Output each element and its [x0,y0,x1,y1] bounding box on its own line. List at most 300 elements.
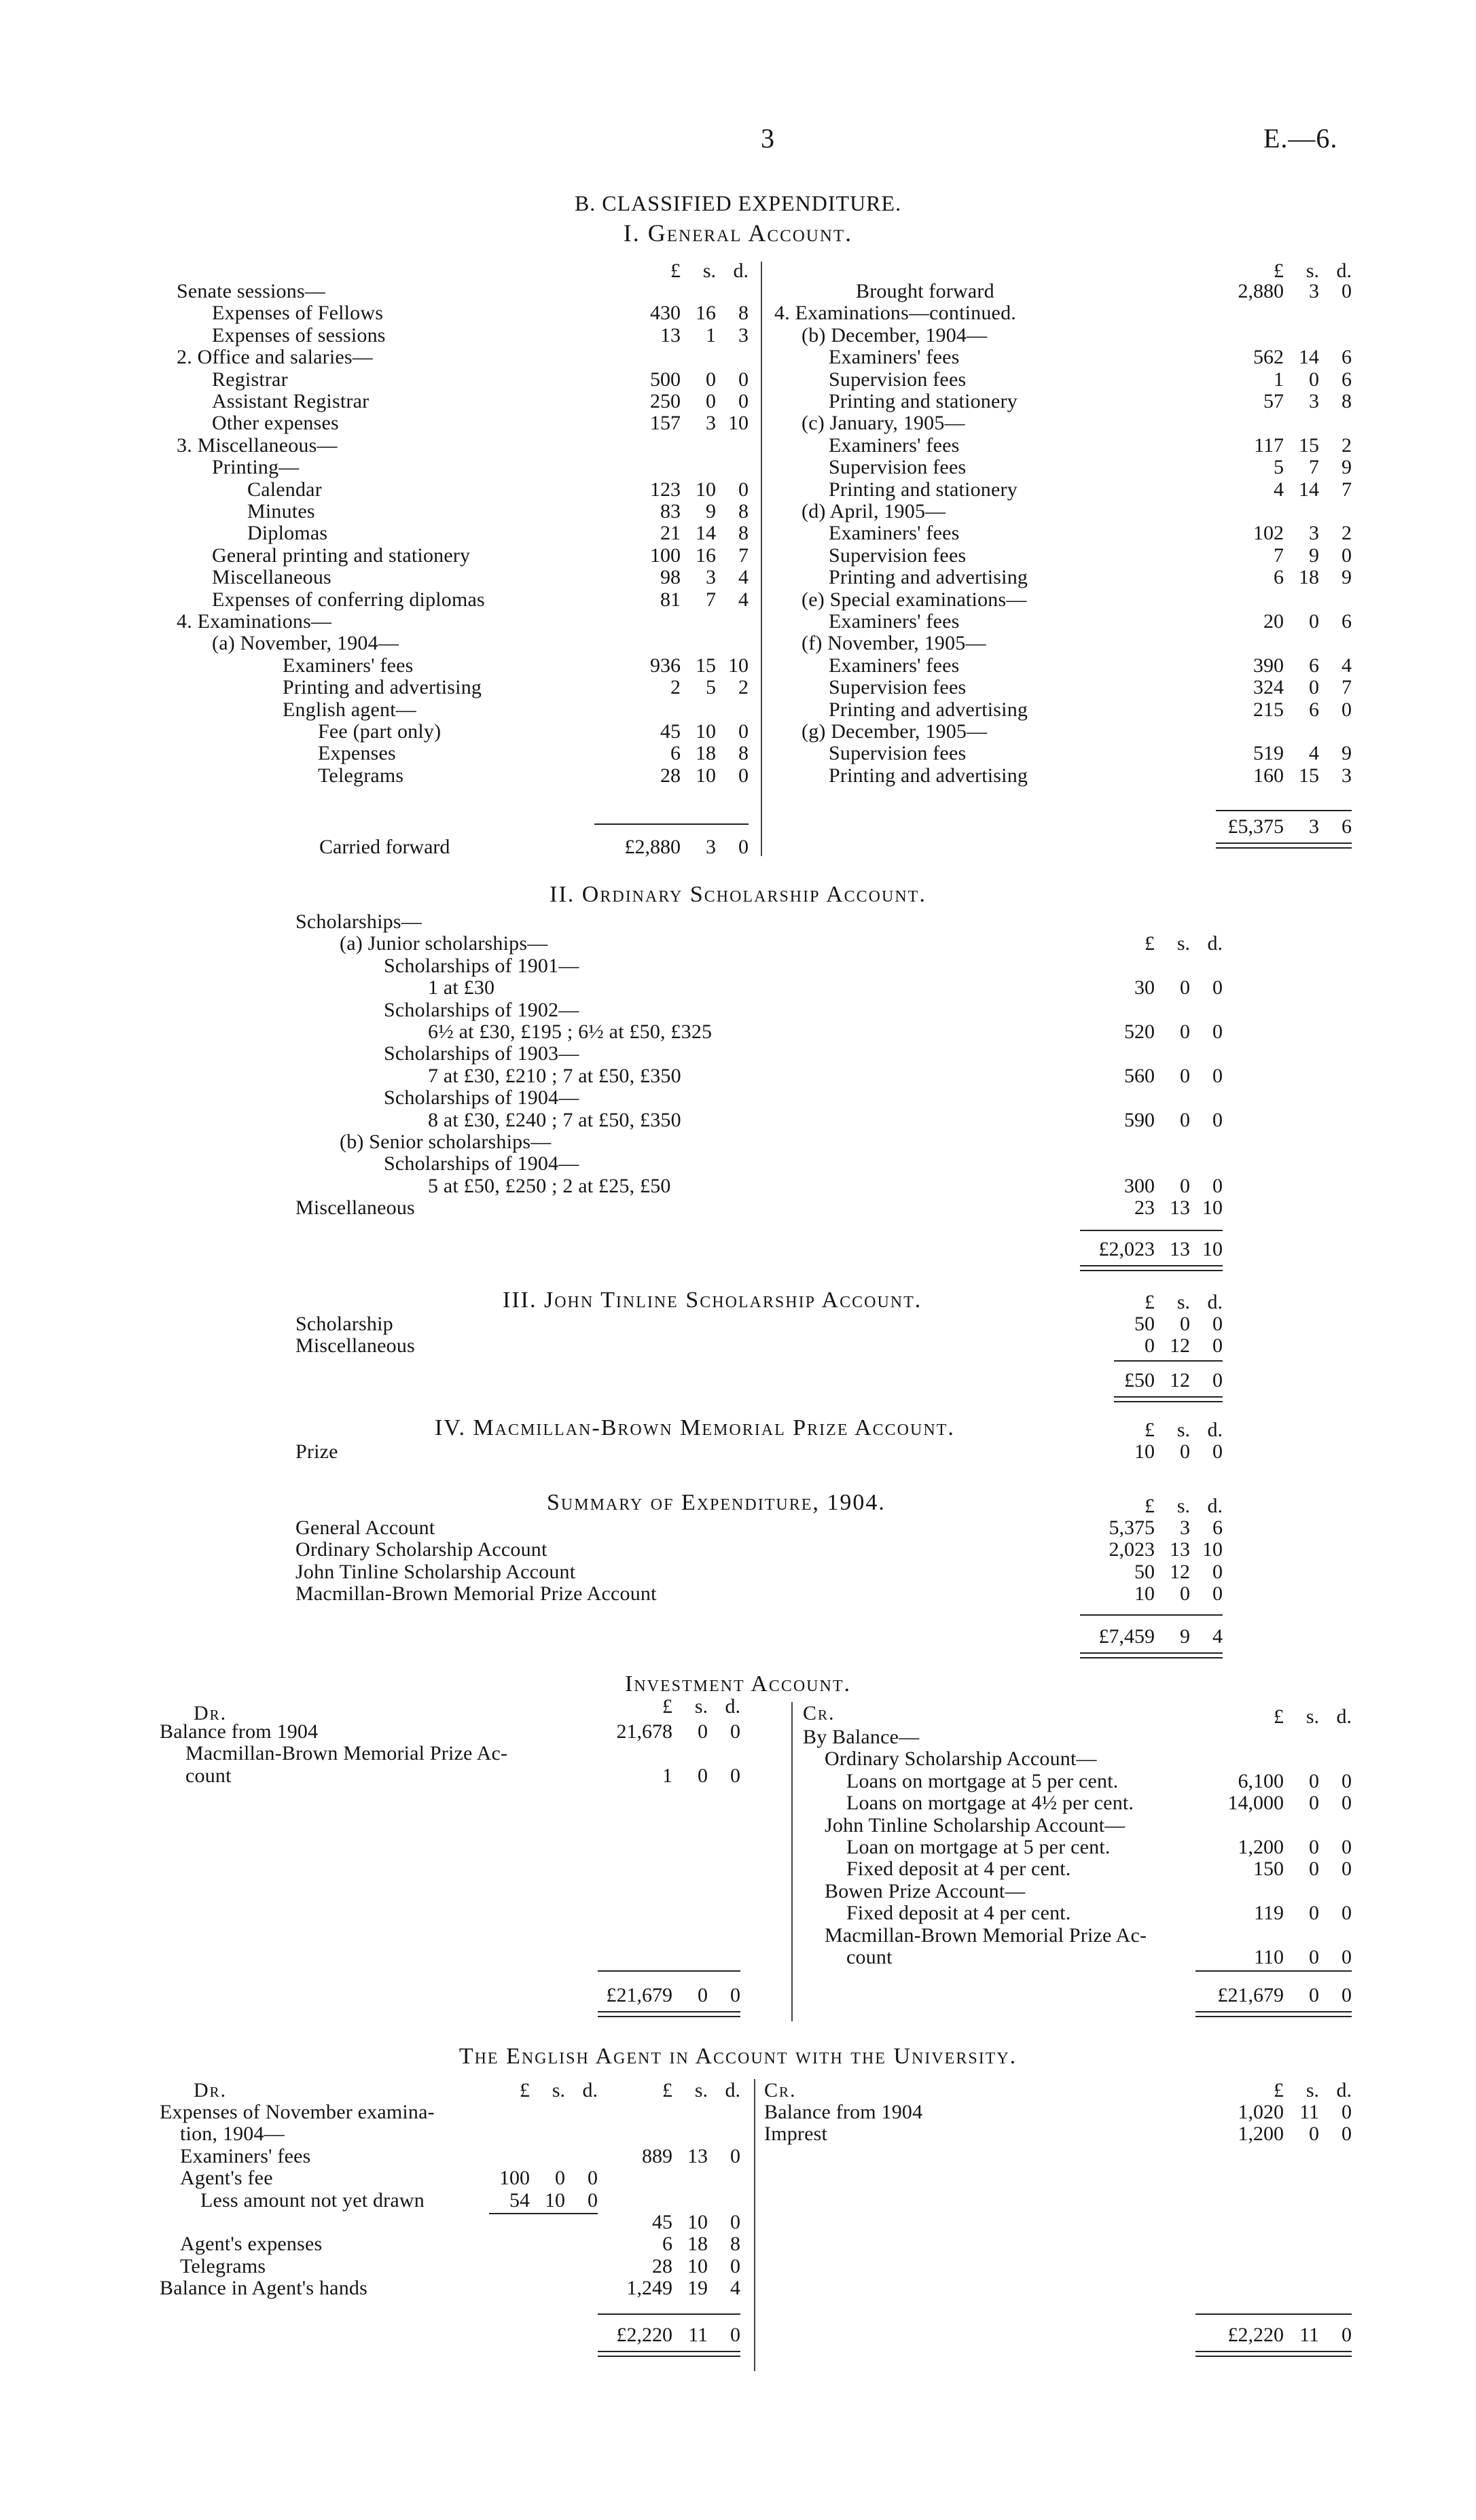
pounds: 7 [1274,544,1284,567]
double-rule [1195,2011,1352,2017]
pounds: 324 [1253,676,1284,699]
row-label: 4. Examinations— [177,610,332,633]
shillings: 13 [1170,1538,1190,1561]
pence: 0 [1212,1021,1223,1043]
row-label: Supervision fees [829,742,967,765]
shillings: 14 [1299,346,1319,369]
shillings: 3 [1309,815,1319,838]
pounds: £ [1145,1419,1155,1441]
row-amount [1168,1836,1352,1859]
pounds: £2,220 [1227,2324,1284,2346]
row-amount [1168,610,1352,633]
row-label: Assistant Registrar [212,390,370,412]
shillings: 0 [698,1764,708,1787]
shillings: s. [1176,1291,1190,1313]
row-amount [1039,1538,1223,1561]
row-label: Printing and advertising [829,764,1028,787]
pounds: 28 [660,764,681,787]
shillings: 16 [696,544,716,567]
pence: 0 [730,2144,740,2167]
ordinary-account-title: II. Ordinary Scholarship Account. [550,882,926,907]
row-amount [1039,976,1223,999]
column-header [1039,1419,1223,1442]
pence: 0 [1342,2123,1352,2146]
pence: 0 [738,368,749,391]
pounds: £ [1145,932,1155,955]
double-rule [1216,842,1352,849]
pounds: 390 [1253,654,1284,677]
pence: 0 [588,2167,598,2190]
row-amount [565,654,749,677]
pounds: 430 [650,302,681,325]
pounds: £ [1145,1291,1155,1313]
pence: d. [725,2079,740,2101]
page-number: 3 [761,123,775,154]
pounds: 10 [1134,1440,1155,1463]
row-amount [1168,390,1352,413]
row-amount [565,412,749,435]
pounds: £7,459 [1098,1625,1155,1648]
shillings: s. [1306,260,1319,282]
pence: 0 [1212,1560,1223,1583]
pounds: 1,249 [626,2277,672,2300]
row-label: Fee (part only) [318,720,442,743]
shillings: 3 [1309,522,1319,545]
pence: d. [1207,1495,1223,1517]
row-label: Examiners' fees [829,610,960,633]
pence: 10 [1202,1196,1223,1220]
shillings: 12 [1170,1369,1190,1391]
row-label: Loan on mortgage at 5 per cent. [846,1836,1111,1858]
pence: 0 [1212,1334,1223,1357]
shillings: 0 [1309,1836,1319,1858]
shillings: 6 [1309,698,1319,721]
row-label: Less amount not yet drawn [200,2188,425,2212]
row-amount [565,544,749,567]
pence: 0 [1342,2101,1352,2123]
row-label: Scholarships of 1904— [384,1086,579,1110]
row-label: Macmillan-Brown Memorial Prize Account [295,1582,657,1605]
pounds: 117 [1254,433,1284,457]
row-label: Miscellaneous [212,566,331,589]
shillings: 13 [687,2144,708,2167]
row-label: Miscellaneous [295,1334,415,1357]
shillings: 0 [698,1720,708,1743]
pounds: 98 [660,566,681,589]
shillings: 7 [1309,456,1319,479]
carried-forward-label: Carried forward [319,836,450,858]
pence: 6 [1342,346,1352,369]
pounds: 2,023 [1109,1538,1155,1561]
shillings: 0 [1309,1902,1319,1925]
row-label: Supervision fees [829,368,967,391]
shillings: s. [1176,932,1190,955]
row-amount [1039,1175,1223,1198]
pence: 0 [730,1720,740,1743]
pence: 0 [1342,1984,1352,2006]
row-amount [1039,1313,1223,1336]
agent-account-title: The English Agent in Account with the University. [458,2044,1018,2069]
row-amount [565,720,749,743]
row-label: Fixed deposit at 4 per cent. [846,1902,1071,1925]
row-label: Examiners' fees [283,654,414,677]
summary-title: Summary of Expenditure, 1904. [547,1490,886,1515]
pounds: £ [662,2079,672,2101]
pence: d. [1336,1705,1352,1728]
shillings: 13 [1170,1196,1190,1220]
row-label: Printing and stationery [829,478,1018,501]
row-amount [565,368,749,391]
pence: 2 [738,676,749,699]
pence: 9 [1342,742,1352,765]
row-amount [565,588,749,611]
shillings: 3 [1309,280,1319,302]
inner-amount [414,2167,598,2190]
row-amount [565,522,749,545]
pounds: 5,375 [1109,1516,1155,1539]
pounds: 83 [660,500,681,522]
outer-amount [557,2255,740,2278]
row-label: Supervision fees [829,676,967,699]
shillings: 3 [1309,390,1319,412]
column-header [1168,260,1352,283]
pence: 0 [1212,976,1223,999]
total-rule [1216,810,1352,811]
shillings: 0 [1180,1582,1190,1605]
shillings: 19 [687,2277,708,2300]
shillings: 0 [1309,610,1319,633]
shillings: 7 [706,588,716,611]
pounds: 6 [662,2233,672,2256]
pence: 10 [1202,1238,1223,1260]
column-header [1039,1495,1223,1518]
pounds: £2,220 [616,2324,672,2346]
carried-forward-amount [565,836,749,859]
row-label: Ordinary Scholarship Account [295,1538,547,1561]
column-header [1168,1705,1352,1728]
double-rule [598,2351,740,2357]
pence: 0 [738,764,749,787]
pence: 0 [730,1984,740,2006]
pounds: 102 [1253,522,1284,545]
row-label: (e) Special examinations— [802,588,1027,611]
row-label: Bowen Prize Account— [825,1879,1026,1902]
total-rule [594,823,749,825]
column-divider [761,262,762,856]
pence: 6 [1342,815,1352,838]
investment-account-title: Investment Account. [625,1671,851,1697]
shillings: s. [552,2079,565,2101]
pence: 0 [1342,1769,1352,1792]
shillings: 11 [1299,2101,1319,2123]
row-amount [565,742,749,765]
row-amount [1168,698,1352,722]
row-label: Expenses [318,742,396,765]
row-label: Other expenses [212,412,339,435]
pounds: 57 [1263,390,1284,412]
pence: 4 [1342,654,1352,677]
row-label: John Tinline Scholarship Account— [825,1813,1126,1836]
row-label: Balance from 1904 [160,1720,319,1743]
debit-label: Dr. [194,2079,228,2101]
section-heading: B. CLASSIFIED EXPENDITURE. [574,191,902,215]
row-label: Expenses of conferring diplomas [212,588,485,611]
shillings: 10 [696,764,716,787]
row-label: 5 at £50, £250 ; 2 at £25, £50 [428,1174,671,1197]
pounds: 14,000 [1227,1792,1284,1815]
shillings: 3 [1180,1516,1190,1539]
row-label: English agent— [283,698,416,721]
row-label: Fixed deposit at 4 per cent. [846,1858,1071,1881]
shillings: 3 [706,412,716,435]
pence: 8 [738,522,749,545]
pence: 4 [1212,1625,1223,1648]
row-amount [1168,434,1352,457]
column-header-outer [557,2079,740,2102]
shillings: 12 [1170,1560,1190,1583]
shillings: 3 [706,566,716,589]
pounds: 45 [652,2211,672,2233]
pounds: £ [670,260,681,282]
row-amount [1168,566,1352,589]
shillings: s. [694,1695,708,1718]
shillings: 0 [1180,1174,1190,1197]
pounds: £2,023 [1098,1238,1155,1260]
shillings: 0 [1309,368,1319,391]
shillings: 0 [706,390,716,412]
row-amount [1168,478,1352,501]
shillings: 0 [1309,1946,1319,1968]
shillings: 0 [1180,1313,1190,1335]
pounds: £50 [1124,1369,1155,1391]
shillings: 9 [1309,544,1319,567]
pounds: £ [662,1695,672,1718]
pence: 0 [730,2211,740,2233]
pounds: 1,020 [1238,2101,1284,2123]
total-rule [1114,1360,1223,1362]
total-rule [1195,1970,1352,1972]
shillings: 15 [696,654,716,677]
shillings: 10 [687,2254,708,2277]
row-amount [1168,1770,1352,1793]
pounds: 6 [670,742,681,765]
pence: 0 [1212,1369,1223,1391]
shillings: 0 [1309,676,1319,699]
pounds: 0 [1145,1334,1155,1357]
row-label: Examiners' fees [180,2144,311,2167]
row-amount [1168,676,1352,699]
pounds: 560 [1124,1064,1155,1087]
row-amount [1039,1109,1223,1132]
row-label: Printing and advertising [829,698,1028,721]
pounds: £ [520,2079,530,2101]
pence: 0 [1342,280,1352,302]
row-label: Expenses of November examina- [160,2101,435,2123]
pence: 0 [1342,1792,1352,1815]
total-rule [598,1970,740,1972]
pence: 0 [1342,1902,1352,1925]
shillings: 12 [1170,1334,1190,1357]
pounds: 520 [1124,1021,1155,1043]
pence: 0 [738,390,749,412]
pence: 3 [1342,764,1352,787]
pence: 0 [1342,1836,1352,1858]
pounds: 6,100 [1238,1769,1284,1792]
pounds: 1,200 [1238,1836,1284,1858]
row-amount [1039,1021,1223,1044]
shillings: 18 [1299,566,1319,589]
double-rule [598,2011,740,2017]
row-label: Telegrams [318,764,404,787]
shillings: 1 [706,323,716,347]
shillings: 11 [688,2324,708,2346]
row-label: Printing and advertising [829,566,1028,589]
row-label: Scholarships of 1901— [384,954,579,977]
row-label: Minutes [247,500,315,522]
pounds: 590 [1124,1108,1155,1131]
debit-label: Dr. [194,1702,228,1724]
pence: 0 [1212,1108,1223,1131]
shillings: 0 [1309,1984,1319,2006]
row-amount [1168,456,1352,479]
row-label: Scholarships of 1904— [384,1152,579,1175]
pence: 0 [1212,1313,1223,1335]
row-label: (b) Senior scholarships— [340,1131,552,1153]
pence: 3 [738,323,749,347]
row-label: (f) November, 1905— [802,632,986,655]
pence: 8 [738,742,749,765]
pence: 0 [1212,1440,1223,1463]
shillings: 0 [1309,1858,1319,1881]
pounds: 2,880 [1238,280,1284,302]
pence: d. [733,260,749,282]
pence: 7 [738,544,749,567]
column-header [557,1695,740,1718]
shillings: 10 [687,2211,708,2233]
row-amount [1168,280,1352,303]
pence: 7 [1342,676,1352,699]
row-label: Supervision fees [829,456,967,479]
shillings: s. [1176,1419,1190,1441]
shillings: 15 [1299,433,1319,457]
pence: 6 [1342,610,1352,633]
row-label: Scholarships of 1902— [384,998,579,1021]
agent-debit-total [557,2324,740,2347]
shillings: 14 [696,522,716,545]
row-label: Miscellaneous [295,1196,415,1220]
shillings: 10 [696,478,716,501]
total-rule [1080,1614,1223,1616]
pounds: 50 [1134,1560,1155,1583]
pounds: £5,375 [1227,815,1284,838]
shillings: 5 [706,676,716,699]
shillings: 3 [706,836,716,858]
double-rule [1195,2351,1352,2357]
credit-label: Cr. [803,1702,835,1724]
shillings: 18 [687,2233,708,2256]
pence: 9 [1342,456,1352,479]
total-rule [1080,1230,1223,1231]
investment-credit-total [1168,1984,1352,2007]
pence: 0 [738,836,749,858]
row-label: Examiners' fees [829,522,960,545]
summary-total [1039,1625,1223,1648]
shillings: s. [1176,1495,1190,1517]
row-amount [1168,742,1352,765]
pounds: 215 [1253,698,1284,721]
pounds: £2,880 [624,836,681,858]
general-account-title: I. General Account. [623,219,853,247]
row-amount [1039,1065,1223,1088]
pounds: 20 [1263,610,1284,633]
row-label: Senate sessions— [177,280,326,302]
pounds: 300 [1124,1174,1155,1197]
pounds: 1 [1274,368,1284,391]
row-label: 6½ at £30, £195 ; 6½ at £50, £325 [428,1021,713,1043]
row-label: Balance in Agent's hands [160,2277,367,2300]
pence: 8 [730,2233,740,2256]
shillings: 0 [555,2167,565,2190]
row-amount [565,764,749,787]
row-label: Macmillan-Brown Memorial Prize Ac- [825,1923,1147,1947]
shillings: s. [1306,1705,1319,1728]
pounds: 2 [670,676,681,699]
pence: 0 [1342,544,1352,567]
row-amount [1168,1792,1352,1815]
row-label: tion, 1904— [180,2123,285,2146]
pounds: 81 [660,588,681,611]
row-label: 8 at £30, £240 ; 7 at £50, £350 [428,1108,681,1131]
row-label: Printing— [212,456,300,479]
pence: 6 [1342,368,1352,391]
shillings: 9 [706,500,716,522]
row-amount [1168,2101,1352,2124]
row-amount [565,324,749,347]
pounds: 889 [642,2144,672,2167]
pence: 0 [738,720,749,743]
inner-amount [414,2189,598,2212]
shillings: s. [1306,2079,1319,2101]
shillings: 16 [696,302,716,325]
pence: 8 [738,302,749,325]
row-label: Expenses of Fellows [212,302,384,325]
row-amount [565,302,749,325]
pence: 0 [730,2254,740,2277]
double-rule [1114,1396,1223,1402]
pounds: £ [1274,260,1284,282]
row-label: (a) Junior scholarships— [340,932,548,955]
pounds: 123 [650,478,681,501]
pence: 10 [728,412,749,435]
row-label: Imprest [764,2123,828,2146]
row-label: Registrar [212,368,288,391]
column-header [1039,1291,1223,1314]
pounds: 21,678 [616,1720,672,1743]
ordinary-total [1039,1238,1223,1261]
subtotal-rule [489,2213,598,2214]
pence: d. [725,1695,740,1718]
macmillan-title: IV. Macmillan-Brown Memorial Prize Account. [435,1415,955,1440]
pounds: £ [1145,1495,1155,1517]
row-label: By Balance— [803,1726,920,1748]
row-amount [1039,1196,1223,1220]
pounds: 562 [1253,346,1284,369]
pence: 4 [738,588,749,611]
row-amount [1039,1561,1223,1584]
pence: 8 [738,500,749,522]
pounds: 50 [1134,1313,1155,1335]
pence: 10 [1202,1538,1223,1561]
